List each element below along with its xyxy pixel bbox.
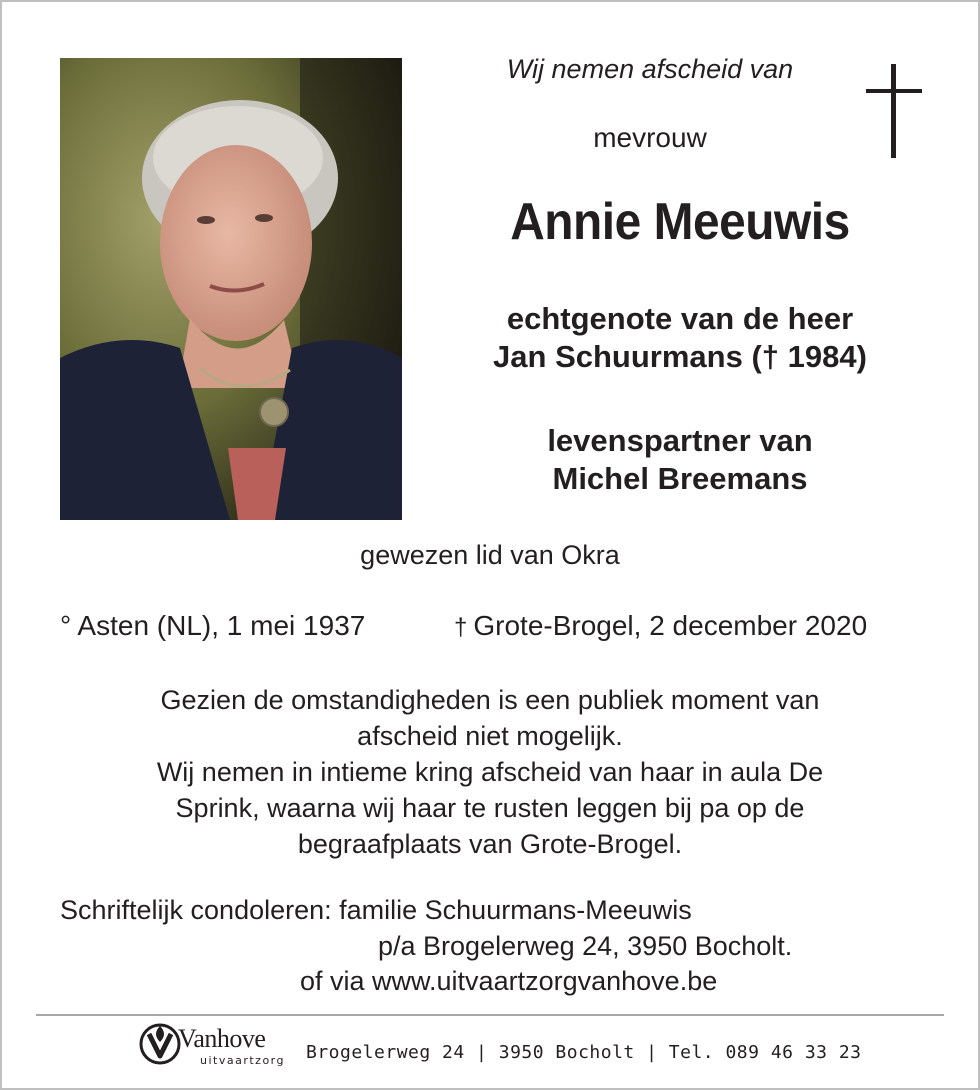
death-place-date: Grote-Brogel, 2 december 2020 [473,610,868,641]
dagger-icon: † [454,614,468,641]
logo-subtitle: uitvaartzorg [200,1054,285,1067]
message-line-1: Gezien de omstandigheden is een publiek moment van [160,685,820,715]
condolence-line-3: of via www.uitvaartzorgvanhove.be [300,966,718,996]
vanhove-logo [138,1022,298,1072]
intro-text: Wij nemen afscheid van [506,54,794,84]
message-line-4: Sprink, waarna wij haar te rusten leggen bij pa op de [175,793,805,823]
spouse-block [420,300,940,376]
logo-wordmark: Vanhove [178,1024,266,1053]
message-line-2: afscheid niet mogelijk. [357,721,623,751]
partner-line-2: Michel Breemans [552,461,808,496]
spouse-line-1: echtgenote van de heer [506,301,854,336]
footer-contact-info: Brogelerweg 24 | 3950 Bocholt | Tel. 089 46 33 23 [306,1042,862,1063]
title-prefix: mevrouw [593,122,707,153]
deceased-name: Annie Meeuwis [510,193,850,251]
latin-cross-icon [866,64,922,158]
membership-text: gewezen lid van Okra [360,540,620,570]
message-line-3: Wij nemen in intieme kring afscheid van haar in aula De [156,757,824,787]
cross-vertical-bar [891,64,896,158]
vanhove-logo-mark-icon [138,1022,182,1066]
message-line-5: begraafplaats van Grote-Brogel. [297,829,683,859]
portrait-illustration [60,58,402,520]
birth-info: ° Asten (NL), 1 mei 1937 [60,610,366,641]
partner-line-1: levenspartner van [547,423,813,458]
cross-horizontal-bar [866,89,922,93]
partner-block [420,422,940,498]
death-info [454,610,867,642]
footer-divider [36,1014,944,1016]
portrait-photo [60,58,402,520]
spouse-line-2: Jan Schuurmans († 1984) [493,339,867,374]
condolence-line-2: p/a Brogelerweg 24, 3950 Bocholt. [378,931,793,961]
condolence-line-1: Schriftelijk condoleren: familie Schuurmans-Meeuwis [60,895,692,925]
message-block [0,682,980,862]
